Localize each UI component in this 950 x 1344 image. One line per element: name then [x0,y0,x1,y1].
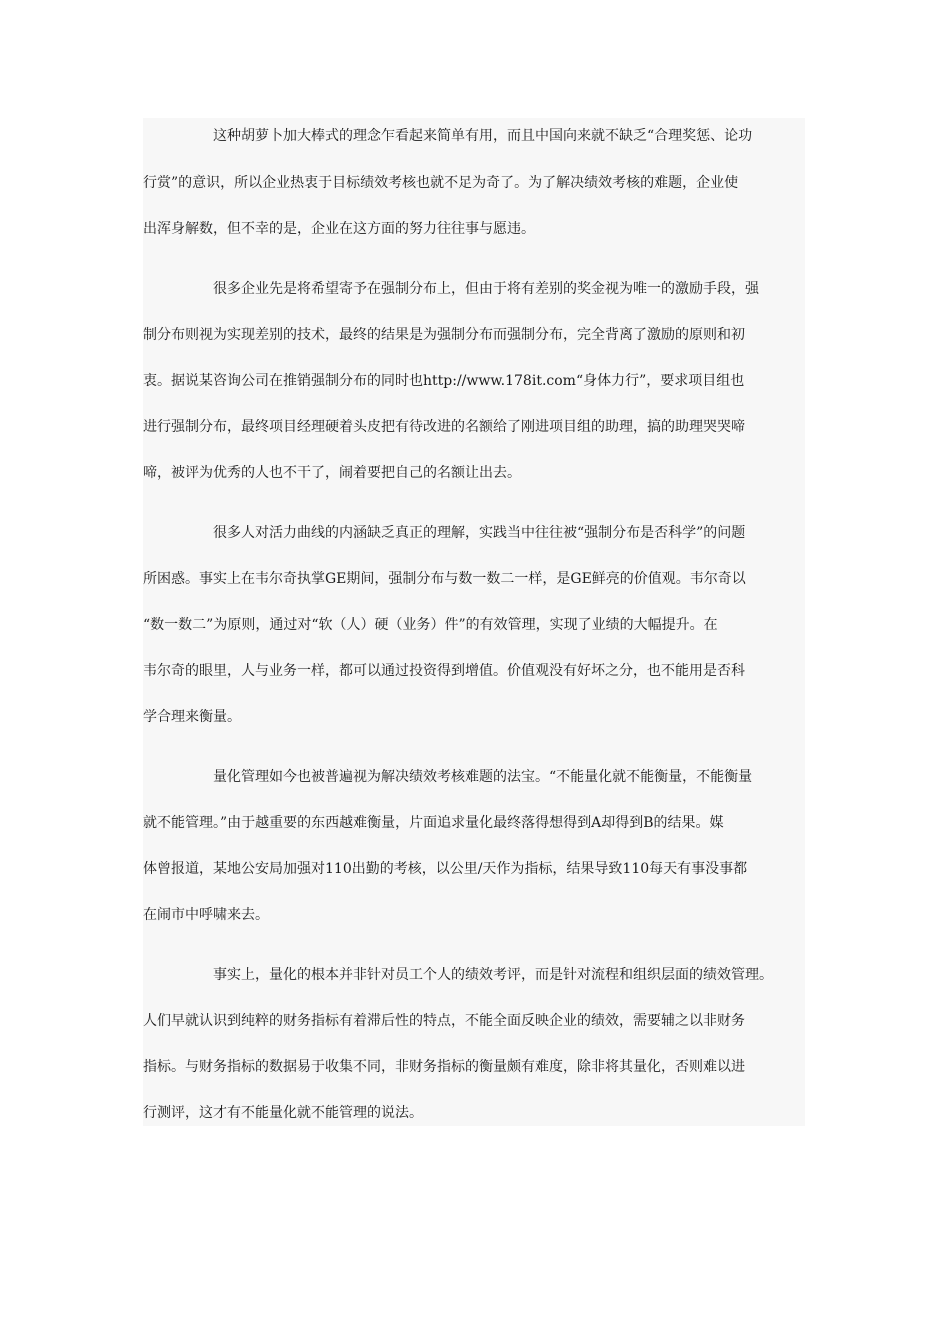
document-body [143,118,805,1126]
paragraph-line: 行赏”的意识，所以企业热衷于目标绩效考核也就不足为奇了。为了解决绩效考核的难题，企业使 [143,175,739,191]
paragraph-line: 在闹市中呼啸来去。 [143,907,269,923]
paragraph-line: 很多企业先是将希望寄予在强制分布上，但由于将有差别的奖金视为唯一的激励手段，强 [213,281,759,297]
paragraph-line: 指标。与财务指标的数据易于收集不同，非财务指标的衡量颇有难度，除非将其量化，否则难以进 [143,1059,745,1075]
paragraph-line: “数一数二”为原则，通过对“软（人）硬（业务）件”的有效管理，实现了业绩的大幅提升。在 [143,617,718,633]
paragraph-line: 韦尔奇的眼里，人与业务一样，都可以通过投资得到增值。价值观没有好坏之分，也不能用是否科 [143,663,745,679]
paragraph-line: 制分布则视为实现差别的技术，最终的结果是为强制分布而强制分布，完全背离了激励的原则和初 [143,327,745,343]
paragraph-line: 衷。据说某咨询公司在推销强制分布的同时也http://www.178it.com“身体力行”，要求项目组也 [143,373,745,389]
paragraph-line: 量化管理如今也被普遍视为解决绩效考核难题的法宝。“不能量化就不能衡量，不能衡量 [213,769,753,785]
paragraph-line: 出浑身解数，但不幸的是，企业在这方面的努力往往事与愿违。 [143,221,535,237]
paragraph-line: 很多人对活力曲线的内涵缺乏真正的理解，实践当中往往被“强制分布是否科学”的问题 [213,525,746,541]
paragraph-line: 体曾报道，某地公安局加强对110出勤的考核，以公里/天作为指标，结果导致110每天有事没事都 [143,861,748,877]
paragraph-line: 行测评，这才有不能量化就不能管理的说法。 [143,1105,423,1121]
paragraph-line: 啼，被评为优秀的人也不干了，闹着要把自己的名额让出去。 [143,465,521,481]
paragraph-line: 进行强制分布，最终项目经理硬着头皮把有待改进的名额给了刚进项目组的助理，搞的助理哭哭啼 [143,419,745,435]
paragraph-line: 人们早就认识到纯粹的财务指标有着滞后性的特点，不能全面反映企业的绩效，需要辅之以非财务 [143,1013,745,1029]
paragraph-line: 这种胡萝卜加大棒式的理念乍看起来简单有用，而且中国向来就不缺乏“合理奖惩、论功 [213,128,753,144]
paragraph-line: 学合理来衡量。 [143,709,241,725]
paragraph-line: 就不能管理。”由于越重要的东西越难衡量，片面追求量化最终落得想得到A却得到B的结果。媒 [143,815,724,831]
paragraph-line: 事实上，量化的根本并非针对员工个人的绩效考评，而是针对流程和组织层面的绩效管理。 [213,967,773,983]
paragraph-line: 所困惑。事实上在韦尔奇执掌GE期间，强制分布与数一数二一样，是GE鲜亮的价值观。韦尔奇以 [143,571,746,587]
